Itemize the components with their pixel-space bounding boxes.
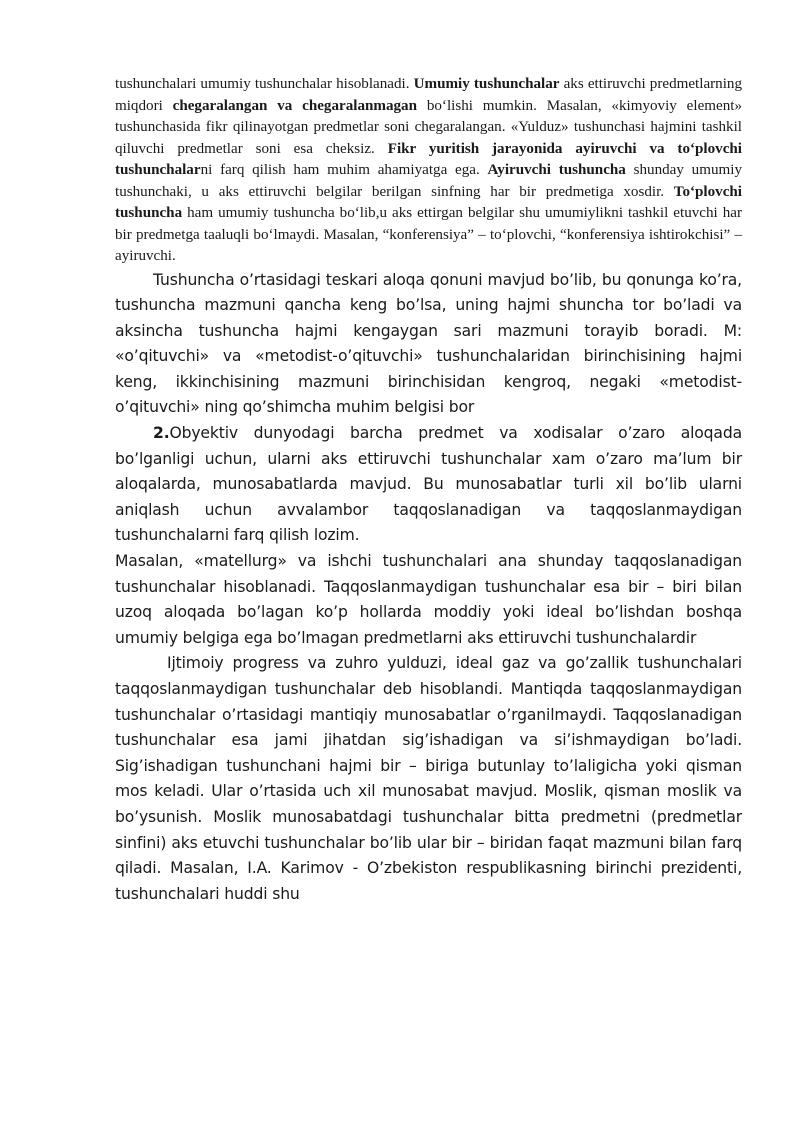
paragraph-3-text: Obyektiv dunyodagi barcha predmet va xodisalar o’zaro aloqada bo’lganligi uchun, ularni aks ettiruvchi tushunchalar xam o’zaro ma’lum bir aloqalarda, munosabatlarda mavjud. Bu munosabatlar turli xil bo’lib ularni aniqlash uchun avvalambor taqqoslanadigan va taqqoslanmaydigan tushunchalarni farq qilish lozim. bbox=[115, 424, 742, 545]
paragraph-2: Tushuncha o’rtasidagi teskari aloqa qonuni mavjud bo’lib, bu qonunga ko’ra, tushuncha mazmuni qancha keng bo’lsa, uning hajmi shuncha tor bo’ladi va aksincha tushuncha hajmi kengaygan sari mazmuni torayib boradi. M: «o’qituvchi» va «metodist-o’qituvchi» tushunchalaridan birinchisining hajmi keng, ikkinchisining mazmuni birinchisidan kengroq, negaki «metodist-o’qituvchi» ning qo’shimcha muhim belgisi bor bbox=[115, 270, 742, 417]
text-run: tushunchalari umumiy tushunchalar hisoblanadi. bbox=[115, 76, 414, 92]
document-page bbox=[115, 74, 742, 907]
bold-term: chegaralangan va chegaralanmagan bbox=[172, 97, 418, 114]
paragraph-5: Ijtimoiy progress va zuhro yulduzi, ideal gaz va go’zallik tushunchalari taqqoslanmaydigan tushunchalar deb hisoblandi. Mantiqda taqqoslanmaydigan tushunchalar o’rtasidagi mantiqiy munosabatlar o’rganilmaydi. Taqqoslanadigan tushunchalar esa jami jihatdan sig’ishadigan va si’ishmaydigan bo’ladi. Sig’ishadigan tushunchani hajmi bir – biriga butunlay to’laligicha yoki qisman mos keladi. Ular o’rtasida uch xil munosabat mavjud. Moslik, qisman moslik va bo’ysunish. Moslik munosabatdagi tushunchalar bitta predmetni (predmetlar sinfini) aks etuvchi tushunchalar bo’lib ular bir – biridan faqat mazmuni bilan farq qiladi. Masalan, I.A. Karimov - O’zbekiston respublikasning birinchi prezidenti, tushunchalari huddi shu bbox=[115, 654, 742, 903]
paragraph-3 bbox=[115, 421, 742, 549]
text-run: bo‘lishi mumkin. Masalan, «kimyoviy element» tushunchasida fikr qilinayotgan predmetlar soni chegaralangan. «Yulduz» tushunchasi hajmini tashkil qiluvchi predmetlar soni esa cheksiz. bbox=[115, 97, 742, 157]
paragraph-1 bbox=[115, 74, 742, 268]
paragraph-4: Masalan, «matellurg» va ishchi tushunchalari ana shunday taqqoslanadigan tushunchalar hisoblanadi. Taqqoslanmaydigan tushunchalar esa bir – biri bilan uzoq aloqada bo’lagan ko’p hollarda moddiy yoki ideal bo’lishdan boshqa umumiy belgiga ega bo’lmagan predmetlarni aks ettiruvchi tushunchalardir bbox=[115, 552, 742, 647]
text-run: ni farq qilish ham muhim ahamiyatga ega. bbox=[200, 162, 488, 178]
bold-term: Fikr yuritish jarayonida ayiruvchi va to‘plovchi tushunchalar bbox=[115, 140, 742, 178]
text-run: shunday umumiy tushunchaki, u aks ettiruvchi belgilar berilgan sinfning har bir predmetiga xosdir. bbox=[115, 162, 742, 200]
bold-term: Ayiruvchi tushuncha bbox=[487, 162, 626, 178]
text-run: aks ettiruvchi predmetlarning miqdori bbox=[115, 76, 742, 114]
paragraph-3-number: 2. bbox=[153, 424, 170, 443]
text-run: ham umumiy tushuncha bo‘lib,u aks ettirgan belgilar shu umumiylikni tashkil etuvchi har bir predmetga taaluqli bo‘lmaydi. Masalan, “konferensiya” – to‘plovchi, “konferensiya ishtirokchisi” – ayiruvchi. bbox=[115, 205, 742, 264]
bold-term: To‘plovchi tushuncha bbox=[115, 183, 742, 221]
bold-term: Umumiy tushunchalar bbox=[413, 76, 560, 92]
